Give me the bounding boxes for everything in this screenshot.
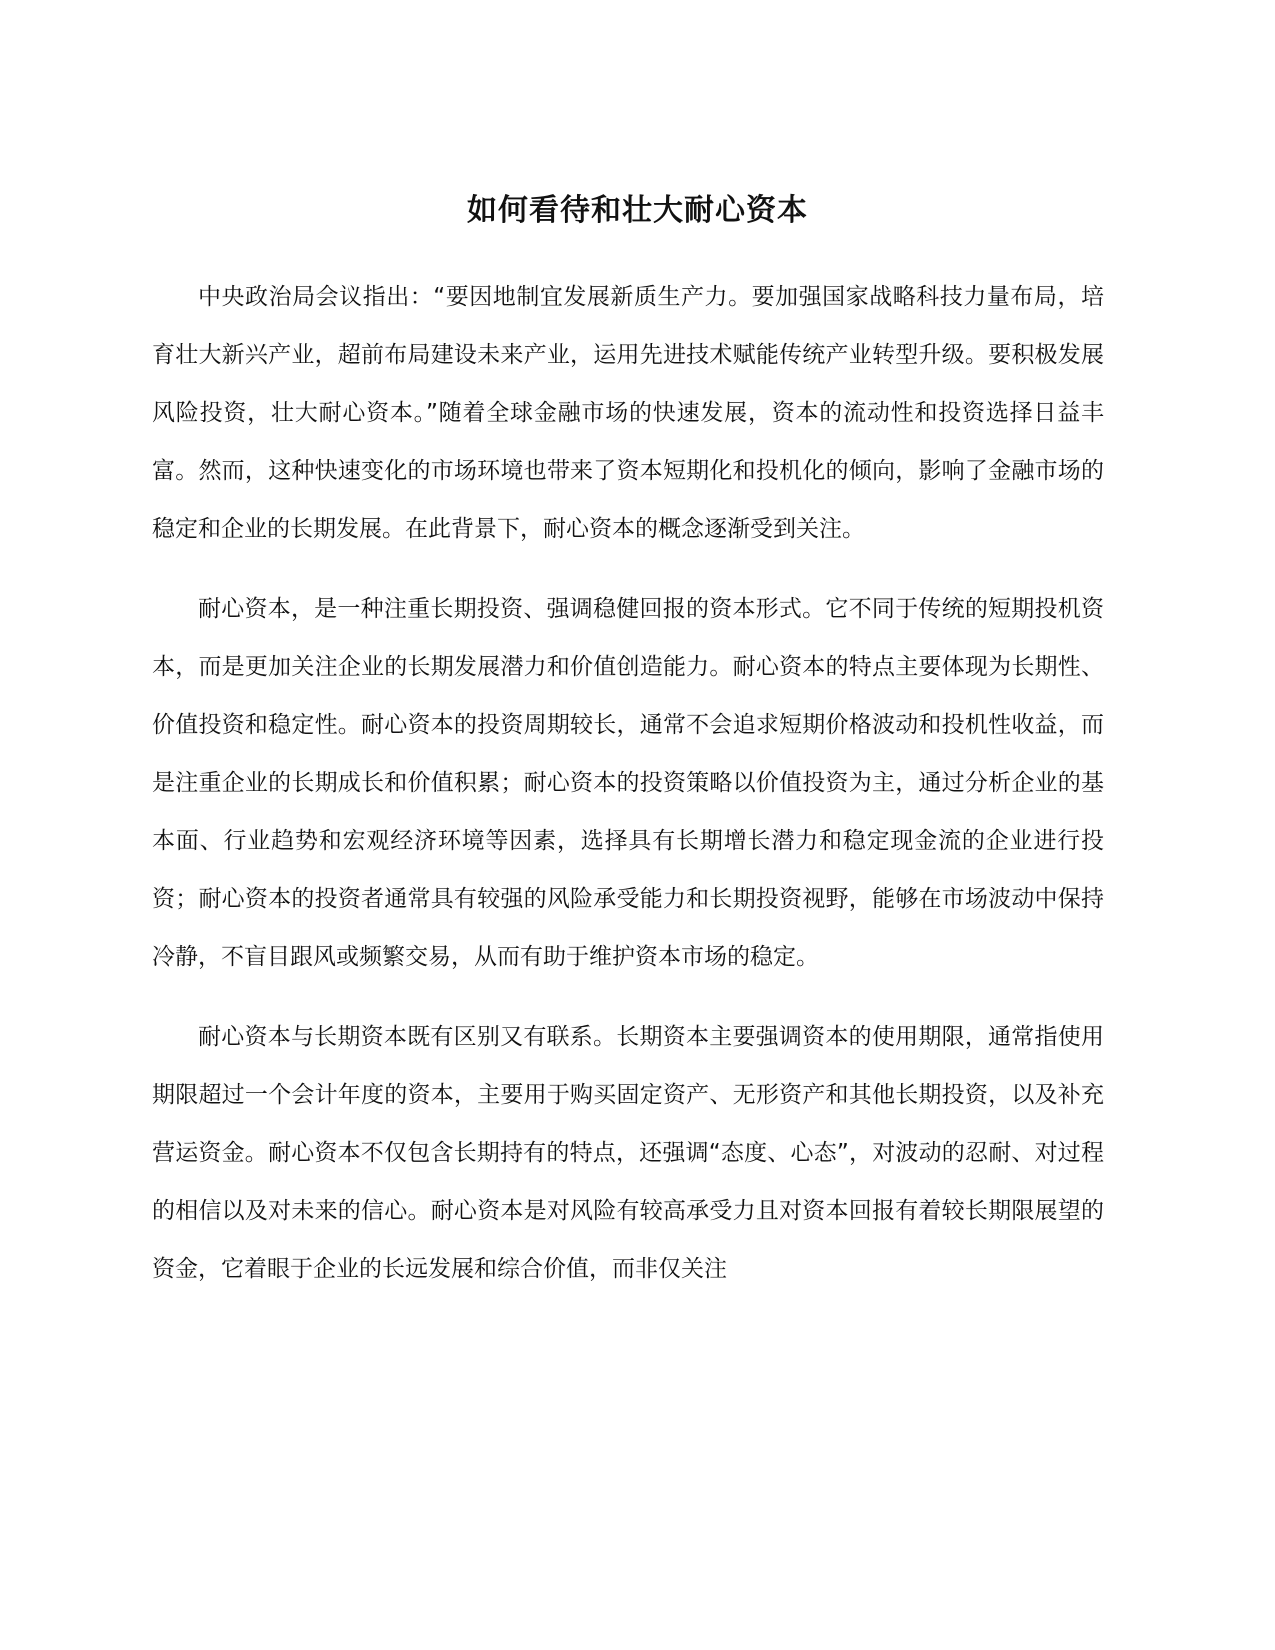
paragraph-2: 耐心资本，是一种注重长期投资、强调稳健回报的资本形式。它不同于传统的短期投机资本，而是更加关注企业的长期发展潜力和价值创造能力。耐心资本的特点主要体现为长期性、价值投资和稳定性。耐心资本的投资周期较长，通常不会追求短期价格波动和投机性收益，而是注重企业的长期成长和价值积累；耐心资本的投资策略以价值投资为主，通过分析企业的基本面、行业趋势和宏观经济环境等因素，选择具有长期增长潜力和稳定现金流的企业进行投资；耐心资本的投资者通常具有较强的风险承受能力和长期投资视野，能够在市场波动中保持冷静，不盲目跟风或频繁交易，从而有助于维护资本市场的稳定。 <box>152 596 1104 970</box>
document-title: 如何看待和壮大耐心资本 <box>467 193 808 228</box>
paragraph-1: 中央政治局会议指出：“要因地制宜发展新质生产力。要加强国家战略科技力量布局，培育壮大新兴产业，超前布局建设未来产业，运用先进技术赋能传统产业转型升级。要积极发展风险投资，壮大耐心资本。”随着全球金融市场的快速发展，资本的流动性和投资选择日益丰富。然而，这种快速变化的市场环境也带来了资本短期化和投机化的倾向，影响了金融市场的稳定和企业的长期发展。在此背景下，耐心资本的概念逐渐受到关注。 <box>152 284 1104 542</box>
paragraph-3: 耐心资本与长期资本既有区别又有联系。长期资本主要强调资本的使用期限，通常指使用期限超过一个会计年度的资本，主要用于购买固定资产、无形资产和其他长期投资，以及补充营运资金。耐心资本不仅包含长期持有的特点，还强调“态度、心态”，对波动的忍耐、对过程的相信以及对未来的信心。耐心资本是对风险有较高承受力且对资本回报有着较长期限展望的资金，它着眼于企业的长远发展和综合价值，而非仅关注 <box>152 1024 1104 1282</box>
document-body <box>152 268 1104 1320</box>
